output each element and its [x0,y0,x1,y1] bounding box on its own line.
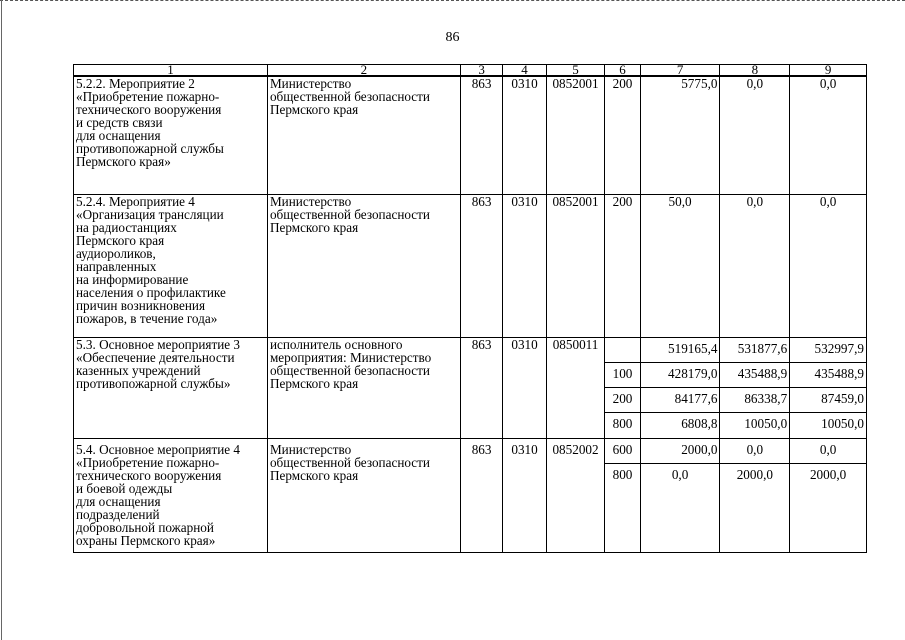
year1-value-cell: 50,0 [640,194,720,337]
vr-cell: 600 [605,438,640,463]
event-name-cell: 5.2.4. Мероприятие 4 «Организация трансляции на радиостанциях Пермского края аудиороликов, направленных на информирование населения о профилактике причин возникновения пожаров, в течение года» [74,194,268,337]
page-left-edge [1,0,2,640]
budget-table [73,64,867,553]
year3-value-cell: 0,0 [790,194,867,337]
year1-value-cell: 0,0 [640,463,720,552]
rzpr-cell: 0310 [503,438,546,552]
column-header: 2 [267,65,460,77]
grbs-cell: 863 [460,438,502,552]
vr-cell: 100 [605,362,640,387]
year3-value-cell: 10050,0 [790,412,867,438]
csr-cell: 0852001 [546,194,605,337]
table-row [74,438,867,463]
table-row [74,76,867,194]
year2-value-cell: 10050,0 [720,412,790,438]
year2-value-cell: 0,0 [720,194,790,337]
year2-value-cell: 435488,9 [720,362,790,387]
table-row [74,194,867,337]
column-header: 9 [790,65,867,77]
year3-value-cell: 2000,0 [790,463,867,552]
year3-value-cell: 87459,0 [790,387,867,412]
column-header: 4 [503,65,546,77]
vr-cell [605,337,640,362]
year1-value-cell: 84177,6 [640,387,720,412]
year1-value-cell: 2000,0 [640,438,720,463]
vr-cell: 800 [605,463,640,552]
executor-cell: исполнитель основного мероприятия: Министерство общественной безопасности Пермского края [267,337,460,438]
rzpr-cell: 0310 [503,194,546,337]
grbs-cell: 863 [460,76,502,194]
vr-cell: 200 [605,194,640,337]
executor-cell: Министерство общественной безопасности Пермского края [267,194,460,337]
year1-value-cell: 5775,0 [640,76,720,194]
csr-cell: 0852001 [546,76,605,194]
year3-value-cell: 532997,9 [790,337,867,362]
csr-cell: 0852002 [546,438,605,552]
executor-cell: Министерство общественной безопасности Пермского края [267,438,460,552]
event-name-cell: 5.2.2. Мероприятие 2 «Приобретение пожарно- технического вооружения и средств связи для оснащения противопожарной службы Пермского края» [74,76,268,194]
year3-value-cell: 0,0 [790,438,867,463]
rzpr-cell: 0310 [503,76,546,194]
executor-cell: Министерство общественной безопасности Пермского края [267,76,460,194]
year1-value-cell: 6808,8 [640,412,720,438]
vr-cell: 800 [605,412,640,438]
event-name-cell: 5.3. Основное мероприятие 3 «Обеспечение деятельности казенных учреждений противопожарной службы» [74,337,268,438]
column-number-row [74,65,867,77]
rzpr-cell: 0310 [503,337,546,438]
page-number: 86 [445,30,460,45]
column-header: 6 [605,65,640,77]
grbs-cell: 863 [460,194,502,337]
year1-value-cell: 519165,4 [640,337,720,362]
year2-value-cell: 531877,6 [720,337,790,362]
grbs-cell: 863 [460,337,502,438]
column-header: 7 [640,65,720,77]
column-header: 8 [720,65,790,77]
column-header: 5 [546,65,605,77]
vr-cell: 200 [605,76,640,194]
year2-value-cell: 0,0 [720,438,790,463]
year3-value-cell: 0,0 [790,76,867,194]
vr-cell: 200 [605,387,640,412]
page-top-edge [0,0,905,1]
year2-value-cell: 86338,7 [720,387,790,412]
csr-cell: 0850011 [546,337,605,438]
year2-value-cell: 0,0 [720,76,790,194]
event-name-cell: 5.4. Основное мероприятие 4 «Приобретение пожарно- технического вооружения и боевой одежды для оснащения подразделений добровольной пожарной охраны Пермского края» [74,438,268,552]
column-header: 1 [74,65,268,77]
table-row [74,337,867,362]
year1-value-cell: 428179,0 [640,362,720,387]
year2-value-cell: 2000,0 [720,463,790,552]
year3-value-cell: 435488,9 [790,362,867,387]
column-header: 3 [460,65,502,77]
